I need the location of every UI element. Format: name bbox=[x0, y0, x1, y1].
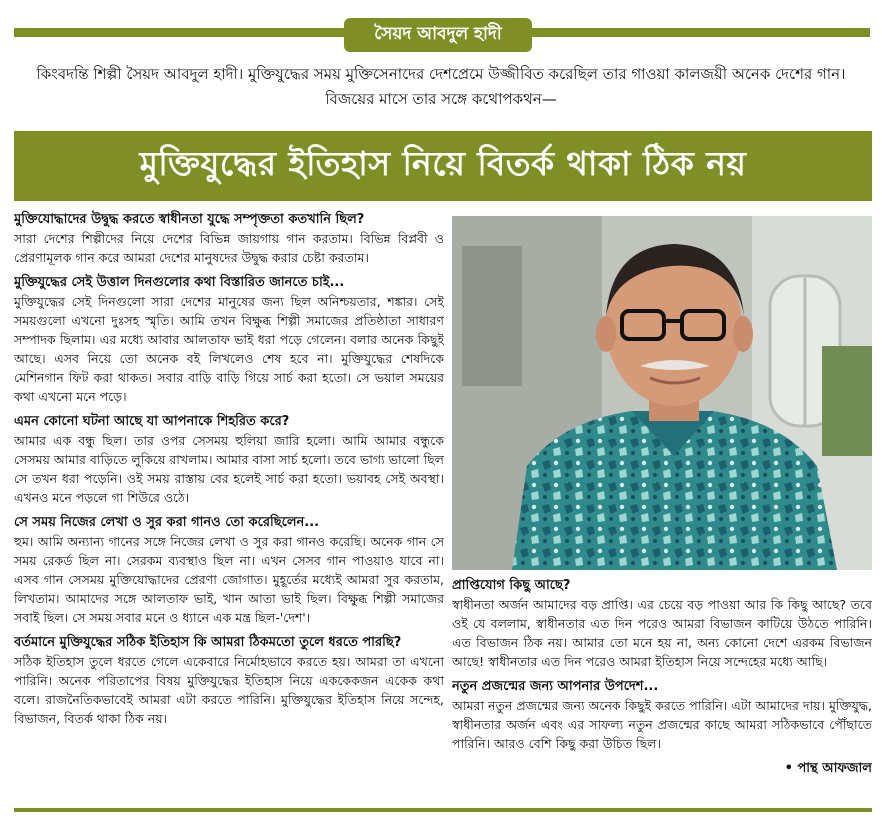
top-rule-left bbox=[14, 28, 344, 37]
interviewee-name-tab: সৈয়দ আবদুল হাদী bbox=[344, 18, 532, 52]
answer: আমরা নতুন প্রজন্মের জন্য অনেক কিছুই করতে পারিনি। এটা আমাদের দায়। মুক্তিযুদ্ধ, স্বাধীনতার অর্জন এবং এর সাফল্য নতুন প্রজন্মের কাছে আমরা সঠিকভাবে পৌঁছাতে পারিনি। আরও বেশি কিছু করা উচিত ছিল। bbox=[452, 698, 872, 751]
portrait-illustration bbox=[452, 216, 872, 570]
headline-band bbox=[14, 131, 872, 201]
answer: সারা দেশের শিল্পীদের নিয়ে দেশের বিভিন্ন জায়গায় গান করতাম। বিভিন্ন বিপ্লবী ও প্রেরণামূলক গান করে আমরা দেশের মানুষদের উদ্বুদ্ধ করার চেষ্টা করতাম। bbox=[14, 231, 444, 265]
answer: হুম। আমি অন্যান্য গানের সঙ্গে নিজের লেখা ও সুর করা গানও করেছি। অনেক গান সে সময় রেকর্ড ছিল না। সেরকম ব্যবস্থাও ছিল না। এখন সেসব গান পাওয়াও যাবে না। এসব গান সেসময় মুক্তিযোদ্ধাদের প্রেরণা জোগাত। মুহূর্তের মধ্যেই আমরা সুর করতাম, লিখতাম। আমাদের সঙ্গে আলতাফ ভাই, খান আতা ভাই ছিল। বিক্ষুব্ধ শিল্পী সমাজের সবাই ছিল। সে সময় সবার মনে ও ধ্যানে এক মন্ত্র ছিল-'দেশ'। bbox=[14, 534, 444, 625]
portrait-photo bbox=[452, 216, 872, 570]
left-column bbox=[14, 210, 444, 800]
headline: মুক্তিযুদ্ধের ইতিহাস নিয়ে বিতর্ক থাকা ঠিক নয় bbox=[139, 144, 747, 183]
question: মুক্তিযুদ্ধের সেই উত্তাল দিনগুলোর কথা বিস্তারিত জানতে চাই... bbox=[14, 275, 345, 290]
qa-block bbox=[452, 576, 872, 671]
question: এমন কোনো ঘটনা আছে যা আপনাকে শিহরিত করে? bbox=[14, 414, 290, 429]
question: সে সময় নিজের লেখা ও সুর করা গানও তো করেছিলেন... bbox=[14, 515, 320, 530]
answer: স্বাধীনতা অর্জন আমাদের বড় প্রাপ্তি। এর চেয়ে বড় পাওয়া আর কি কিছু আছে? তবে ওই যে বললাম, স্বাধীনতার এত দিন পরেও আমরা বিভাজন কাটিয়ে উঠতে পারিনি। এত বিভাজন ঠিক নয়। আমার তো মনে হয় না, অন্য কোনো দেশে এরকম বিভাজন আছে! স্বাধীনতার এত দিন পরেও আমরা ইতিহাস নিয়ে সন্দেহের মধ্যে আছি। bbox=[452, 597, 872, 669]
qa-block bbox=[14, 513, 444, 627]
author-credit: • পান্থ আফজাল bbox=[784, 761, 872, 776]
bottom-rule bbox=[14, 808, 872, 812]
intro-paragraph: কিংবদন্তি শিল্পী সৈয়দ আবদুল হাদী। মুক্তিযুদ্ধের সময় মুক্তিসেনাদের দেশপ্রেমে উজ্জীবিত করেছিল তার গাওয়া কালজয়ী অনেক দেশের গান। বিজয়ের মাসে তার সঙ্গে কথোপকথন— bbox=[36, 65, 846, 108]
question: মুক্তিযোদ্ধাদের উদ্বুদ্ধ করতে স্বাধীনতা যুদ্ধে সম্পৃক্ততা কতখানি ছিল? bbox=[14, 212, 365, 227]
question: প্রাপ্তিযোগ কিছু আছে? bbox=[452, 578, 571, 593]
answer: সঠিক ইতিহাস তুলে ধরতে গেলে একেবারে নির্মোহভাবে করতে হয়। আমরা তা এখনো পারিনি। অনেক পরিতাপের বিষয় মুক্তিযুদ্ধের ইতিহাস নিয়ে এককেকজন একেক কথা বলে। রাজনৈতিকভাবেই আমরা এটা করতে পারিনি। মুক্তিযুদ্ধের ইতিহাস নিয়ে সন্দেহ, বিভাজন, বিতর্ক থাকা ঠিক নয়। bbox=[14, 654, 444, 726]
top-rule-right bbox=[532, 28, 870, 37]
answer: মুক্তিযুদ্ধের সেই দিনগুলো সারা দেশের মানুষের জন্য ছিল অনিশ্চয়তার, শঙ্কার। সেই সময়গুলো এখনো দুঃসহ স্মৃতি। আমি তখন বিক্ষুব্ধ শিল্পী সমাজের প্রতিষ্ঠাতা সাধারণ সম্পাদক ছিলাম। এর মধ্যে আবার আলতাফ ভাই ধরা পড়ে গেলেন। বলার অনেক কিছুই আছে। এসব নিয়ে তো অনেক বই লিখলেও শেষ হবে না। মুক্তিযুদ্ধের শেষদিকে মেশিনগান ফিট করা থাকত। সবার বাড়ি বাড়ি গিয়ে সার্চ করা হতো। সে ভয়াল সময়ের কথা এখনো মনে পড়ে। bbox=[14, 294, 444, 404]
question: নতুন প্রজন্মের জন্য আপনার উপদেশ... bbox=[452, 679, 659, 694]
question: বর্তমানে মুক্তিযুদ্ধের সঠিক ইতিহাস কি আমরা ঠিকমতো তুলে ধরতে পারছি? bbox=[14, 635, 402, 650]
qa-block bbox=[14, 633, 444, 728]
qa-block bbox=[14, 412, 444, 507]
right-column bbox=[452, 576, 872, 804]
qa-block bbox=[14, 210, 444, 267]
answer: আমার এক বন্ধু ছিল। তার ওপর সেসময় হুলিয়া জারি হলো। আমি আমার বন্ধুকে সেসময় আমার বাড়িতে লুকিয়ে রাখলাম। আমার বাসা সার্চ হলো। তবে ভাগ্য ভালো ছিল সে তখন ধরা পড়েনি। ওই সময় রাস্তায় বের হলেই সার্চ করা হতো। ভয়াবহ সেই অবস্থা। এখনও মনে পড়লে গা শিউরে ওঠে। bbox=[14, 433, 444, 505]
qa-block bbox=[452, 677, 872, 753]
qa-block bbox=[14, 273, 444, 406]
